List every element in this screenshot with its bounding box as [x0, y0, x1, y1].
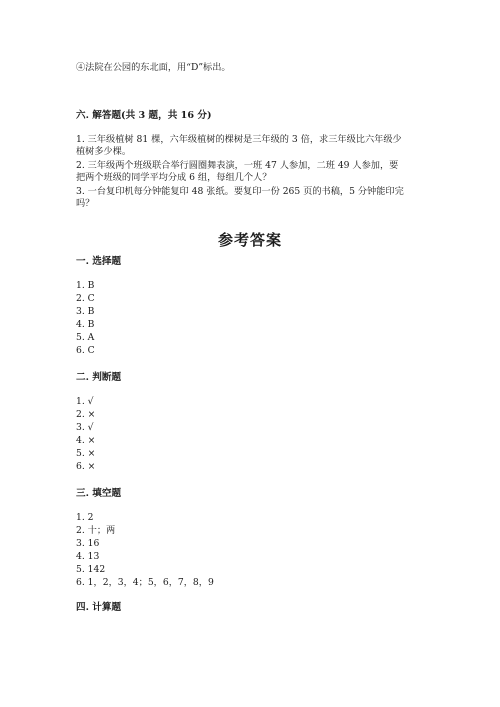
answer-section-3-heading: 三. 填空题	[76, 488, 122, 499]
answer-key-title: 参考答案	[217, 231, 282, 249]
question-2-line-1: 2. 三年级两个班级联合举行圆圈舞表演，一班 47 人参加，二班 49 人参加，要	[76, 160, 399, 171]
answer-item: 4. 13	[76, 551, 100, 562]
answer-item: 2. C	[76, 293, 95, 304]
answer-item: 1. 2	[76, 512, 94, 523]
answer-item: 1. B	[76, 280, 95, 291]
answer-section-1-heading: 一. 选择题	[76, 256, 122, 267]
answer-item: 5. ×	[76, 448, 96, 459]
answer-item: 4. ×	[76, 435, 96, 446]
answer-item: 3. √	[76, 422, 94, 433]
answer-item: 2. ×	[76, 409, 96, 420]
answer-item: 3. B	[76, 306, 95, 317]
question-3-line-2: 吗？	[76, 198, 95, 209]
answer-section-4-heading: 四. 计算题	[76, 602, 122, 613]
answer-item: 6. ×	[76, 461, 96, 472]
answer-item: 6. 1，2，3，4；5，6，7，8，9	[76, 577, 214, 588]
answer-item: 6. C	[76, 345, 95, 356]
answer-item: 5. 142	[76, 564, 106, 575]
answer-item: 2. 十；两	[76, 525, 116, 536]
question-3-line-1: 3. 一台复印机每分钟能复印 48 张纸。要复印一份 265 页的书稿，5 分钟能印完	[76, 186, 404, 197]
answer-item: 5. A	[76, 332, 95, 343]
section-6-heading: 六. 解答题(共 3 题，共 16 分)	[76, 110, 212, 121]
answer-item: 4. B	[76, 319, 95, 330]
answer-section-2-heading: 二. 判断题	[76, 372, 122, 383]
question-2-line-2: 把两个班级的同学平均分成 6 组，每组几个人？	[76, 172, 272, 183]
answer-item: 3. 16	[76, 538, 100, 549]
answer-item: 1. √	[76, 396, 94, 407]
map-question-item-4: ④法院在公园的东北面，用“D”标出。	[76, 62, 231, 73]
question-1-line-2: 植树多少棵。	[76, 146, 132, 157]
question-1-line-1: 1. 三年级植树 81 棵，六年级植树的棵树是三年级的 3 倍，求三年级比六年级少	[76, 134, 402, 145]
